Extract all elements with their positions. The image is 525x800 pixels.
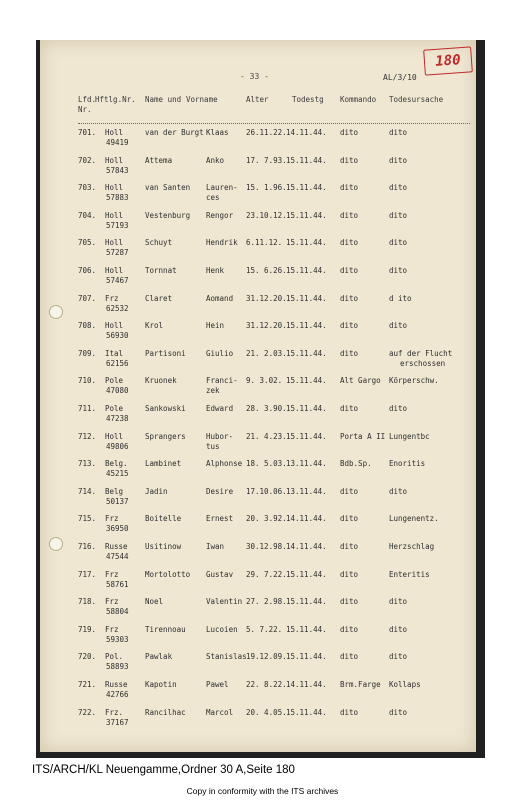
nationality: Frz — [105, 624, 119, 634]
document-page — [40, 40, 476, 752]
nationality: Pole — [105, 376, 124, 386]
birth-date: 15. 6.26. — [246, 266, 287, 275]
nationality: Russe — [105, 542, 128, 551]
nationality: Holl — [105, 431, 124, 441]
table-row — [40, 235, 476, 261]
row-number: 703. — [78, 183, 97, 193]
work-detail: dito — [340, 652, 359, 662]
surname: Mortolotto — [145, 569, 191, 579]
death-date: 15.11.44. — [286, 431, 327, 441]
table-row — [40, 622, 476, 648]
birth-date: 15. 1.96. — [246, 183, 287, 193]
table-row — [40, 649, 476, 675]
cause-of-death: Lungentbc — [389, 431, 430, 441]
first-name-continued: ces — [206, 193, 220, 203]
cause-of-death: dito — [389, 486, 408, 496]
work-detail: dito — [340, 514, 359, 524]
nationality: Holl — [105, 321, 124, 331]
prisoner-number: 59303 — [106, 634, 129, 644]
birth-date: 6.11.12. — [246, 238, 283, 248]
nationality: Frz — [105, 569, 119, 579]
cause-of-death: dito — [389, 624, 408, 634]
nationality: Russe — [105, 680, 128, 689]
nationality: Frz — [105, 293, 119, 303]
cause-of-death: Lungenentz. — [389, 514, 439, 524]
cause-of-death: dito — [389, 128, 408, 137]
first-name: Gustav — [206, 569, 234, 579]
row-number: 719. — [78, 624, 97, 634]
birth-date: 29. 7.22. — [246, 569, 287, 579]
work-detail: dito — [340, 597, 359, 607]
birth-date: 28. 3.90. — [246, 404, 287, 413]
prisoner-number: 57467 — [106, 276, 129, 285]
first-name-continued: tus — [206, 441, 220, 451]
cause-of-death: Herzschlag — [389, 542, 435, 551]
row-number: 714. — [78, 486, 97, 496]
prisoner-number: 47544 — [106, 552, 129, 561]
nationality: Holl — [105, 238, 124, 248]
work-detail: dito — [340, 266, 359, 275]
birth-date: 17.10.06. — [246, 486, 287, 496]
birth-date: 31.12.20. — [246, 321, 287, 331]
birth-date: 5. 7.22. — [246, 624, 283, 634]
surname: Tornnat — [145, 266, 177, 275]
work-detail: dito — [340, 238, 359, 248]
table-row — [40, 677, 476, 703]
row-number: 718. — [78, 597, 97, 607]
prisoner-number: 57883 — [106, 193, 129, 203]
first-name: Alphonse — [206, 459, 243, 469]
work-detail: dito — [340, 210, 359, 220]
cause-of-death: dito — [389, 652, 408, 662]
nationality: Holl — [105, 183, 124, 193]
death-date: 14.11.44. — [286, 680, 327, 689]
prisoner-number: 58804 — [106, 607, 129, 617]
birth-date: 18. 5.03. — [246, 459, 287, 469]
death-date: 15.11.44. — [286, 348, 327, 358]
death-date: 14.11.44. — [286, 542, 327, 551]
surname: Krol — [145, 321, 164, 331]
first-name: Desire — [206, 486, 234, 496]
table-row — [40, 456, 476, 482]
first-name: Hubor- — [206, 431, 234, 441]
table-row — [40, 373, 476, 399]
row-number: 708. — [78, 321, 97, 331]
prisoner-number: 56930 — [106, 331, 129, 341]
nationality: Ital — [105, 348, 124, 358]
surname: Jadin — [145, 486, 168, 496]
surname: Sprangers — [145, 431, 186, 441]
death-date: 15.11.44. — [286, 597, 327, 607]
prisoner-number: 57843 — [106, 165, 129, 175]
nationality: Pole — [105, 404, 124, 413]
table-row — [40, 567, 476, 593]
first-name: Lauren- — [206, 183, 238, 193]
nationality: Belg — [105, 486, 124, 496]
header-todestag: Todestg — [292, 95, 324, 104]
first-name: Stanislas — [206, 652, 247, 662]
surname: Claret — [145, 293, 173, 303]
birth-date: 31.12.20. — [246, 293, 287, 303]
surname: van Santen — [145, 183, 191, 193]
first-name: Edward — [206, 404, 234, 413]
row-number: 721. — [78, 680, 97, 689]
death-date: 15.11.44. — [286, 376, 327, 386]
nationality: Frz — [105, 597, 119, 607]
work-detail: Bdb.Sp. — [340, 459, 372, 469]
birth-date: 26.11.22. — [246, 128, 287, 137]
work-detail: dito — [340, 569, 359, 579]
surname: Lambinet — [145, 459, 182, 469]
first-name: Henk — [206, 266, 225, 275]
prisoner-number: 37167 — [106, 717, 129, 727]
table-row — [40, 511, 476, 537]
row-number: 715. — [78, 514, 97, 524]
table-row — [40, 125, 476, 151]
death-date: 14.11.44. — [286, 128, 327, 137]
prisoner-number: 47238 — [106, 414, 129, 423]
row-number: 712. — [78, 431, 97, 441]
header-kommando: Kommando — [340, 95, 377, 104]
birth-date: 21. 4.23. — [246, 431, 287, 441]
surname: Vestenburg — [145, 210, 191, 220]
first-name: Giulio — [206, 348, 234, 358]
work-detail: Brm.Farge — [340, 680, 381, 689]
birth-date: 19.12.09. — [246, 652, 287, 662]
first-name: Valentin — [206, 597, 243, 607]
work-detail: dito — [340, 542, 359, 551]
death-date: 13.11.44. — [286, 486, 327, 496]
surname: Sankowski — [145, 404, 186, 413]
table-row — [40, 594, 476, 620]
cause-of-death-continued: erschossen — [400, 358, 446, 368]
prisoner-number: 57287 — [106, 248, 129, 258]
cause-of-death: dito — [389, 321, 408, 331]
table-row — [40, 346, 476, 372]
nationality: Frz. — [105, 707, 124, 717]
table-row — [40, 705, 476, 731]
prisoner-number: 49419 — [106, 138, 129, 147]
archive-source-line: ITS/ARCH/KL Neuengamme,Ordner 30 A,Seite 180 — [32, 764, 295, 776]
row-number: 710. — [78, 376, 97, 386]
cause-of-death: dito — [389, 266, 408, 275]
table-row — [40, 539, 476, 565]
surname: Pawlak — [145, 652, 173, 662]
surname: Tirennoau — [145, 624, 186, 634]
header-lfd-nr-2: Nr. — [78, 105, 92, 114]
first-name: Iwan — [206, 542, 225, 551]
death-date: 15.11.44. — [286, 569, 327, 579]
surname: Attema — [145, 155, 173, 165]
header-vorname: Vorname — [186, 95, 218, 104]
work-detail: dito — [340, 155, 359, 165]
work-detail: dito — [340, 321, 359, 331]
header-lfd-nr: Lfd. — [78, 95, 97, 104]
death-date: 15.11.44. — [286, 652, 327, 662]
prisoner-number: 47080 — [106, 386, 129, 396]
header-alter: Alter — [246, 95, 269, 104]
death-date: 15.11.44. — [286, 155, 327, 165]
cause-of-death: Kollaps — [389, 680, 421, 689]
row-number: 704. — [78, 210, 97, 220]
row-number: 720. — [78, 652, 97, 662]
row-number: 717. — [78, 569, 97, 579]
cause-of-death: dito — [389, 210, 408, 220]
archive-number-stamp: 180 — [423, 46, 473, 75]
death-date: 15.11.44. — [286, 238, 327, 248]
cause-of-death: dito — [389, 183, 408, 193]
prisoner-number: 58893 — [106, 662, 129, 672]
prisoner-number: 57193 — [106, 220, 129, 230]
row-number: 722. — [78, 707, 97, 717]
prisoner-number: 58761 — [106, 579, 129, 589]
row-number: 713. — [78, 459, 97, 469]
table-row — [40, 318, 476, 344]
row-number: 716. — [78, 542, 97, 551]
birth-date: 20. 4.05. — [246, 707, 287, 717]
first-name: Ernest — [206, 514, 234, 524]
table-row — [40, 263, 476, 289]
work-detail: dito — [340, 624, 359, 634]
nationality: Holl — [105, 210, 124, 220]
row-number: 711. — [78, 404, 97, 413]
surname: Rancilhac — [145, 707, 186, 717]
surname: Usitinow — [145, 542, 182, 551]
table-row — [40, 208, 476, 234]
work-detail: dito — [340, 183, 359, 193]
row-number: 701. — [78, 128, 97, 137]
prisoner-number: 36950 — [106, 524, 129, 534]
first-name-continued: zek — [206, 386, 220, 396]
death-date: 15.11.44. — [286, 321, 327, 331]
surname: van der Burgt — [145, 128, 204, 137]
row-number: 706. — [78, 266, 97, 275]
table-row — [40, 484, 476, 510]
birth-date: 9. 3.02. — [246, 376, 283, 386]
work-detail: dito — [340, 486, 359, 496]
death-date: 15.11.44. — [286, 624, 327, 634]
birth-date: 21. 2.03. — [246, 348, 287, 358]
prisoner-number: 49806 — [106, 441, 129, 451]
header-todesursache: Todesursache — [389, 95, 444, 104]
cause-of-death: dito — [389, 597, 408, 607]
cause-of-death: Enteritis — [389, 569, 430, 579]
prisoner-number: 62532 — [106, 303, 129, 313]
surname: Noel — [145, 597, 164, 607]
death-register-table — [40, 40, 476, 752]
birth-date: 22. 8.22. — [246, 680, 287, 689]
nationality: Holl — [105, 155, 124, 165]
first-name: Hein — [206, 321, 225, 331]
birth-date: 17. 7.93. — [246, 155, 287, 165]
work-detail: dito — [340, 404, 359, 413]
death-date: 13.11.44. — [286, 459, 327, 469]
prisoner-number: 50137 — [106, 496, 129, 506]
nationality: Holl — [105, 128, 124, 137]
first-name: Franci- — [206, 376, 238, 386]
work-detail: dito — [340, 293, 359, 303]
prisoner-number: 62156 — [106, 358, 129, 368]
row-number: 709. — [78, 348, 97, 358]
first-name: Aomand — [206, 293, 234, 303]
work-detail: Porta A II — [340, 431, 386, 441]
row-number: 702. — [78, 155, 97, 165]
surname: Kruonek — [145, 376, 177, 386]
first-name: Anko — [206, 155, 225, 165]
death-date: 15.11.44. — [286, 293, 327, 303]
surname: Partisoni — [145, 348, 186, 358]
first-name: Klaas — [206, 128, 229, 137]
cause-of-death: dito — [389, 155, 408, 165]
table-row — [40, 401, 476, 427]
death-date: 15.11.44. — [286, 404, 327, 413]
first-name: Marcol — [206, 707, 234, 717]
row-number: 707. — [78, 293, 97, 303]
prisoner-number: 42766 — [106, 690, 129, 699]
page-stamp: AL/3/10 — [383, 73, 417, 82]
death-date: 15.11.44. — [286, 183, 327, 193]
death-date: 14.11.44. — [286, 514, 327, 524]
nationality: Pol. — [105, 652, 124, 662]
work-detail: Alt Gargo — [340, 376, 381, 386]
death-date: 15.11.44. — [286, 266, 327, 275]
birth-date: 20. 3.92. — [246, 514, 287, 524]
header-name: Name und — [145, 95, 182, 104]
first-name: Lucoien — [206, 624, 238, 634]
death-date: 15.11.44. — [286, 210, 327, 220]
table-row — [40, 180, 476, 206]
birth-date: 30.12.98. — [246, 542, 287, 551]
page-number: - 33 - — [240, 72, 269, 81]
first-name: Pawel — [206, 680, 229, 689]
cause-of-death: Enoritis — [389, 459, 426, 469]
first-name: Rengor — [206, 210, 234, 220]
table-row — [40, 153, 476, 179]
birth-date: 23.10.12. — [246, 210, 287, 220]
nationality: Frz — [105, 514, 119, 524]
nationality: Holl — [105, 266, 124, 275]
nationality: Belg. — [105, 459, 128, 469]
cause-of-death: dito — [389, 707, 408, 717]
cause-of-death: d ito — [389, 293, 412, 303]
surname: Schuyt — [145, 238, 173, 248]
row-number: 705. — [78, 238, 97, 248]
first-name: Hendrik — [206, 238, 238, 248]
header-haeftling-nr: Hftlg.Nr. — [95, 95, 136, 104]
surname: Boitelle — [145, 514, 182, 524]
cause-of-death: auf der Flucht — [389, 348, 453, 358]
table-row — [40, 429, 476, 455]
work-detail: dito — [340, 348, 359, 358]
table-row — [40, 291, 476, 317]
work-detail: dito — [340, 707, 359, 717]
birth-date: 27. 2.98. — [246, 597, 287, 607]
death-date: 15.11.44. — [286, 707, 327, 717]
work-detail: dito — [340, 128, 359, 137]
prisoner-number: 45215 — [106, 469, 129, 479]
copy-conformity-note: Copy in conformity with the ITS archives — [186, 786, 339, 796]
cause-of-death: dito — [389, 238, 408, 248]
surname: Kapotin — [145, 680, 177, 689]
cause-of-death: dito — [389, 404, 408, 413]
cause-of-death: Körperschw. — [389, 376, 439, 386]
